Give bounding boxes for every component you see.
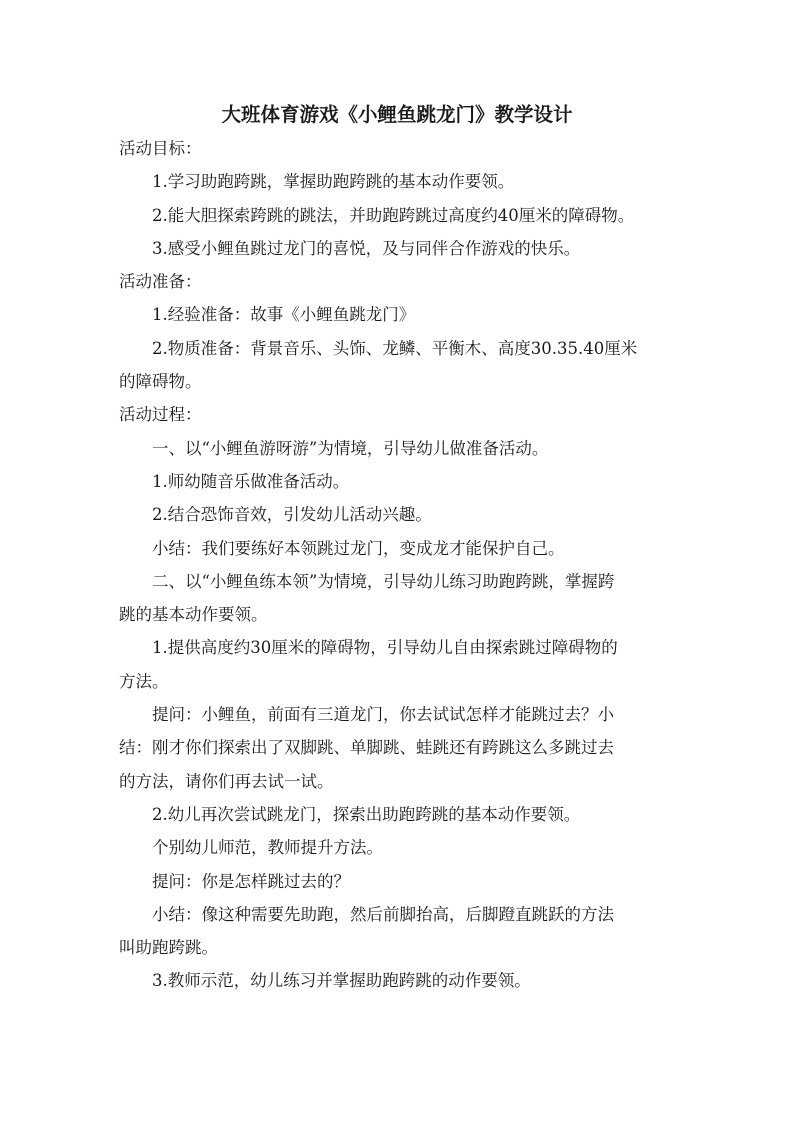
text-line: 3.教师示范，幼儿练习并掌握助跑跨跳的动作要领。 [152, 971, 531, 991]
text-line: 个别幼儿师范，教师提升方法。 [152, 838, 383, 858]
text-line: 2.幼儿再次尝试跳龙门，探索出助跑跨跳的基本动作要领。 [152, 804, 581, 824]
text-line: 提问：小鲤鱼，前面有三道龙门，你去试试怎样才能跳过去？小 [152, 705, 614, 725]
text-line: 1.经验准备：故事《小鲤鱼跳龙门》 [152, 305, 416, 325]
text-line: 1.师幼随音乐做准备活动。 [152, 471, 350, 491]
text-line: 提问：你是怎样跳过去的？ [152, 871, 350, 891]
document-title: 大班体育游戏《小鲤鱼跳龙门》教学设计 [221, 103, 573, 126]
text-line: 活动过程： [119, 405, 202, 425]
text-line: 的方法，请你们再去试一试。 [119, 771, 334, 791]
document-body [119, 132, 679, 998]
text-line: 小结：我们要练好本领跳过龙门，变成龙才能保护自己。 [152, 538, 565, 558]
text-line: 一、以“小鲤鱼游呀游”为情境，引导幼儿做准备活动。 [152, 438, 549, 458]
text-line: 1.学习助跑跨跳，掌握助跑跨跳的基本动作要领。 [152, 172, 515, 192]
text-line: 叫助跑跨跳。 [119, 938, 218, 958]
text-line: 结：刚才你们探索出了双脚跳、单脚跳、蛙跳还有跨跳这么多跳过去 [119, 738, 614, 758]
text-line: 2.能大胆探索跨跳的跳法，并助跑跨跳过高度约40厘米的障碍物。 [152, 205, 635, 225]
text-line: 小结：像这种需要先助跑，然后前脚抬高，后脚蹬直跳跃的方法 [152, 904, 614, 924]
text-line: 活动准备： [119, 272, 202, 292]
text-line: 2.物质准备：背景音乐、头饰、龙鳞、平衡木、高度30.35.40厘米 [152, 338, 638, 358]
text-line: 2.结合恐饰音效，引发幼儿活动兴趣。 [152, 505, 432, 525]
text-line: 活动目标： [119, 139, 202, 158]
text-line: 二、以“小鲤鱼练本领”为情境，引导幼儿练习助跑跨跳，掌握跨 [152, 571, 615, 591]
text-line: 3.感受小鲤鱼跳过龙门的喜悦，及与同伴合作游戏的快乐。 [152, 238, 581, 258]
text-line: 方法。 [119, 671, 169, 691]
text-line: 的障碍物。 [119, 372, 202, 392]
text-line: 跳的基本动作要领。 [119, 605, 268, 625]
text-line: 1.提供高度约30厘米的障碍物，引导幼儿自由探索跳过障碍物的 [152, 638, 618, 658]
